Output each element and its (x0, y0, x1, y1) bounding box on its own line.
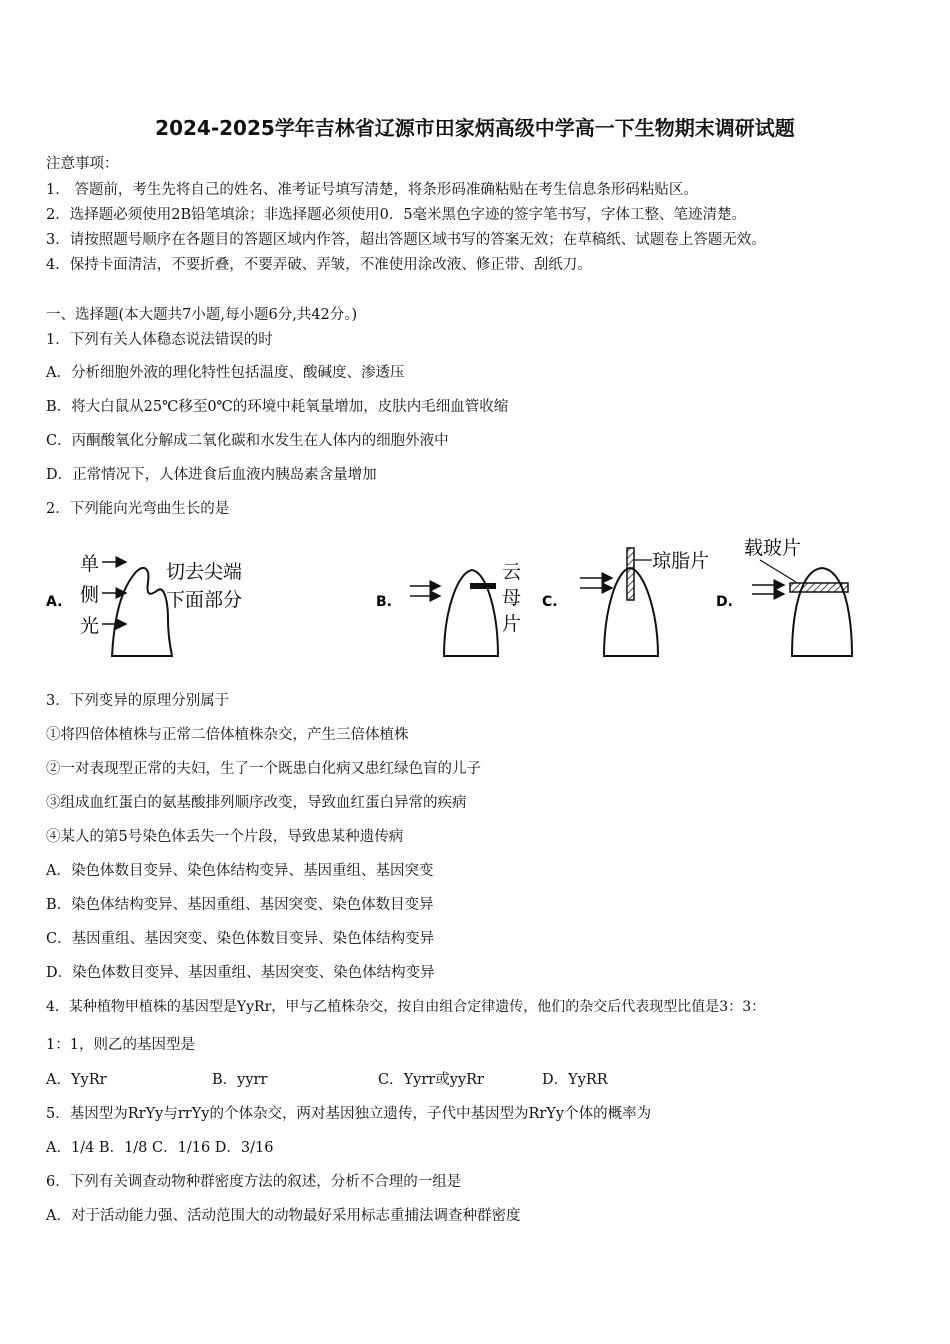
question-1-option-c: C．丙酮酸氧化分解成二氧化碳和水发生在人体内的细胞外液中 (46, 433, 449, 449)
question-1-option-d: D．正常情况下，人体进食后血液内胰岛素含量增加 (46, 467, 377, 483)
figure-a-light-char: 侧 (80, 584, 100, 606)
question-5-stem: 5．基因型为RrYy与rrYy的个体杂交，两对基因独立遗传，子代中基因型为RrYy个体的概率为 (46, 1106, 652, 1122)
coleoptile-shape (444, 570, 498, 656)
question-2-figure (40, 530, 920, 670)
figure-c-note: 琼脂片 (652, 550, 710, 572)
notice-heading: 注意事项： (46, 156, 119, 172)
figure-b-note: 片 (502, 613, 522, 635)
cut-coleoptile-shape (112, 568, 172, 656)
notice-item: 1． 答题前，考生先将自己的姓名、准考证号填写清楚，将条形码准确粘贴在考生信息条形码粘贴区。 (46, 182, 698, 198)
notice-item: 2．选择题必须使用2B铅笔填涂；非选择题必须使用0．5毫米黑色字迹的签字笔书写，字体工整、笔迹清楚。 (46, 207, 747, 223)
question-1-option-b: B．将大白鼠从25℃移至0℃的环境中耗氧量增加，皮肤内毛细血管收缩 (46, 399, 509, 415)
coleoptile-shape (792, 568, 852, 656)
question-4-option-a: A．YyRr (46, 1072, 107, 1088)
figure-a-light-char: 单 (80, 553, 100, 575)
figure-a-note: 下面部分 (166, 589, 243, 611)
figure-a-note: 切去尖端 (166, 561, 243, 583)
figure-d-note: 载玻片 (744, 537, 802, 559)
notice-item: 4．保持卡面清洁，不要折叠，不要弄破、弄皱，不准使用涂改液、修正带、刮纸刀。 (46, 257, 592, 273)
question-2-stem: 2．下列能向光弯曲生长的是 (46, 501, 230, 517)
question-1-option-a: A．分析细胞外液的理化特性包括温度、酸碱度、渗透压 (46, 365, 405, 381)
question-3-item: ④某人的第5号染色体丢失一个片段，导致患某种遗传病 (46, 829, 404, 845)
question-4-stem-continued: 1：1，则乙的基因型是 (46, 1037, 195, 1053)
question-3-item: ①将四倍体植株与正常二倍体植株杂交，产生三倍体植株 (46, 727, 409, 743)
question-3-option-c: C．基因重组、基因突变、染色体数目变异、染色体结构变异 (46, 931, 435, 947)
question-3-stem: 3．下列变异的原理分别属于 (46, 693, 230, 709)
figure-b-label: B. (376, 594, 392, 610)
question-5-options: A．1/4 B．1/8 C．1/16 D．3/16 (46, 1140, 274, 1156)
figure-b-note: 母 (502, 587, 522, 609)
question-3-option-b: B．染色体结构变异、基因重组、基因突变、染色体数目变异 (46, 897, 434, 913)
question-4-option-c: C．Yyrr或yyRr (378, 1072, 484, 1088)
question-4-option-b: B．yyrr (212, 1072, 268, 1088)
question-6-stem: 6．下列有关调查动物种群密度方法的叙述，分析不合理的一组是 (46, 1174, 462, 1190)
agar-block (627, 548, 634, 600)
question-3-item: ②一对表现型正常的夫妇，生了一个既患白化病又患红绿色盲的儿子 (46, 761, 481, 777)
notice-item: 3．请按照题号顺序在各题目的答题区域内作答，超出答题区域书写的答案无效；在草稿纸、试题卷上答题无效。 (46, 232, 766, 248)
question-4-stem: 4．某种植物甲植株的基因型是YyRr，甲与乙植株杂交，按自由组合定律遗传，他们的杂交后代表现型比值是3：3： (46, 999, 766, 1015)
question-4-option-d: D．YyRR (542, 1072, 608, 1088)
question-3-option-a: A．染色体数目变异、染色体结构变异、基因重组、基因突变 (46, 863, 434, 879)
question-3-item: ③组成血红蛋白的氨基酸排列顺序改变，导致血红蛋白异常的疾病 (46, 795, 467, 811)
figure-d-label: D. (716, 594, 733, 610)
question-6-option-a: A．对于活动能力强、活动范围大的动物最好采用标志重捕法调查种群密度 (46, 1208, 521, 1224)
question-3-option-d: D．染色体数目变异、基因重组、基因突变、染色体结构变异 (46, 965, 435, 981)
section-heading: 一、选择题(本大题共7小题,每小题6分,共42分。) (46, 307, 358, 323)
figure-a-label: A. (46, 594, 63, 610)
question-1-stem: 1．下列有关人体稳态说法错误的时 (46, 332, 273, 348)
page-title: 2024-2025学年吉林省辽源市田家炳高级中学高一下生物期末调研试题 (155, 116, 795, 140)
figure-a-light-char: 光 (80, 615, 100, 637)
mica-sheet (470, 583, 496, 589)
figure-b-note: 云 (502, 561, 522, 583)
glass-slide (790, 583, 848, 592)
label-pointer (760, 560, 796, 582)
figure-c-label: C. (542, 594, 558, 610)
